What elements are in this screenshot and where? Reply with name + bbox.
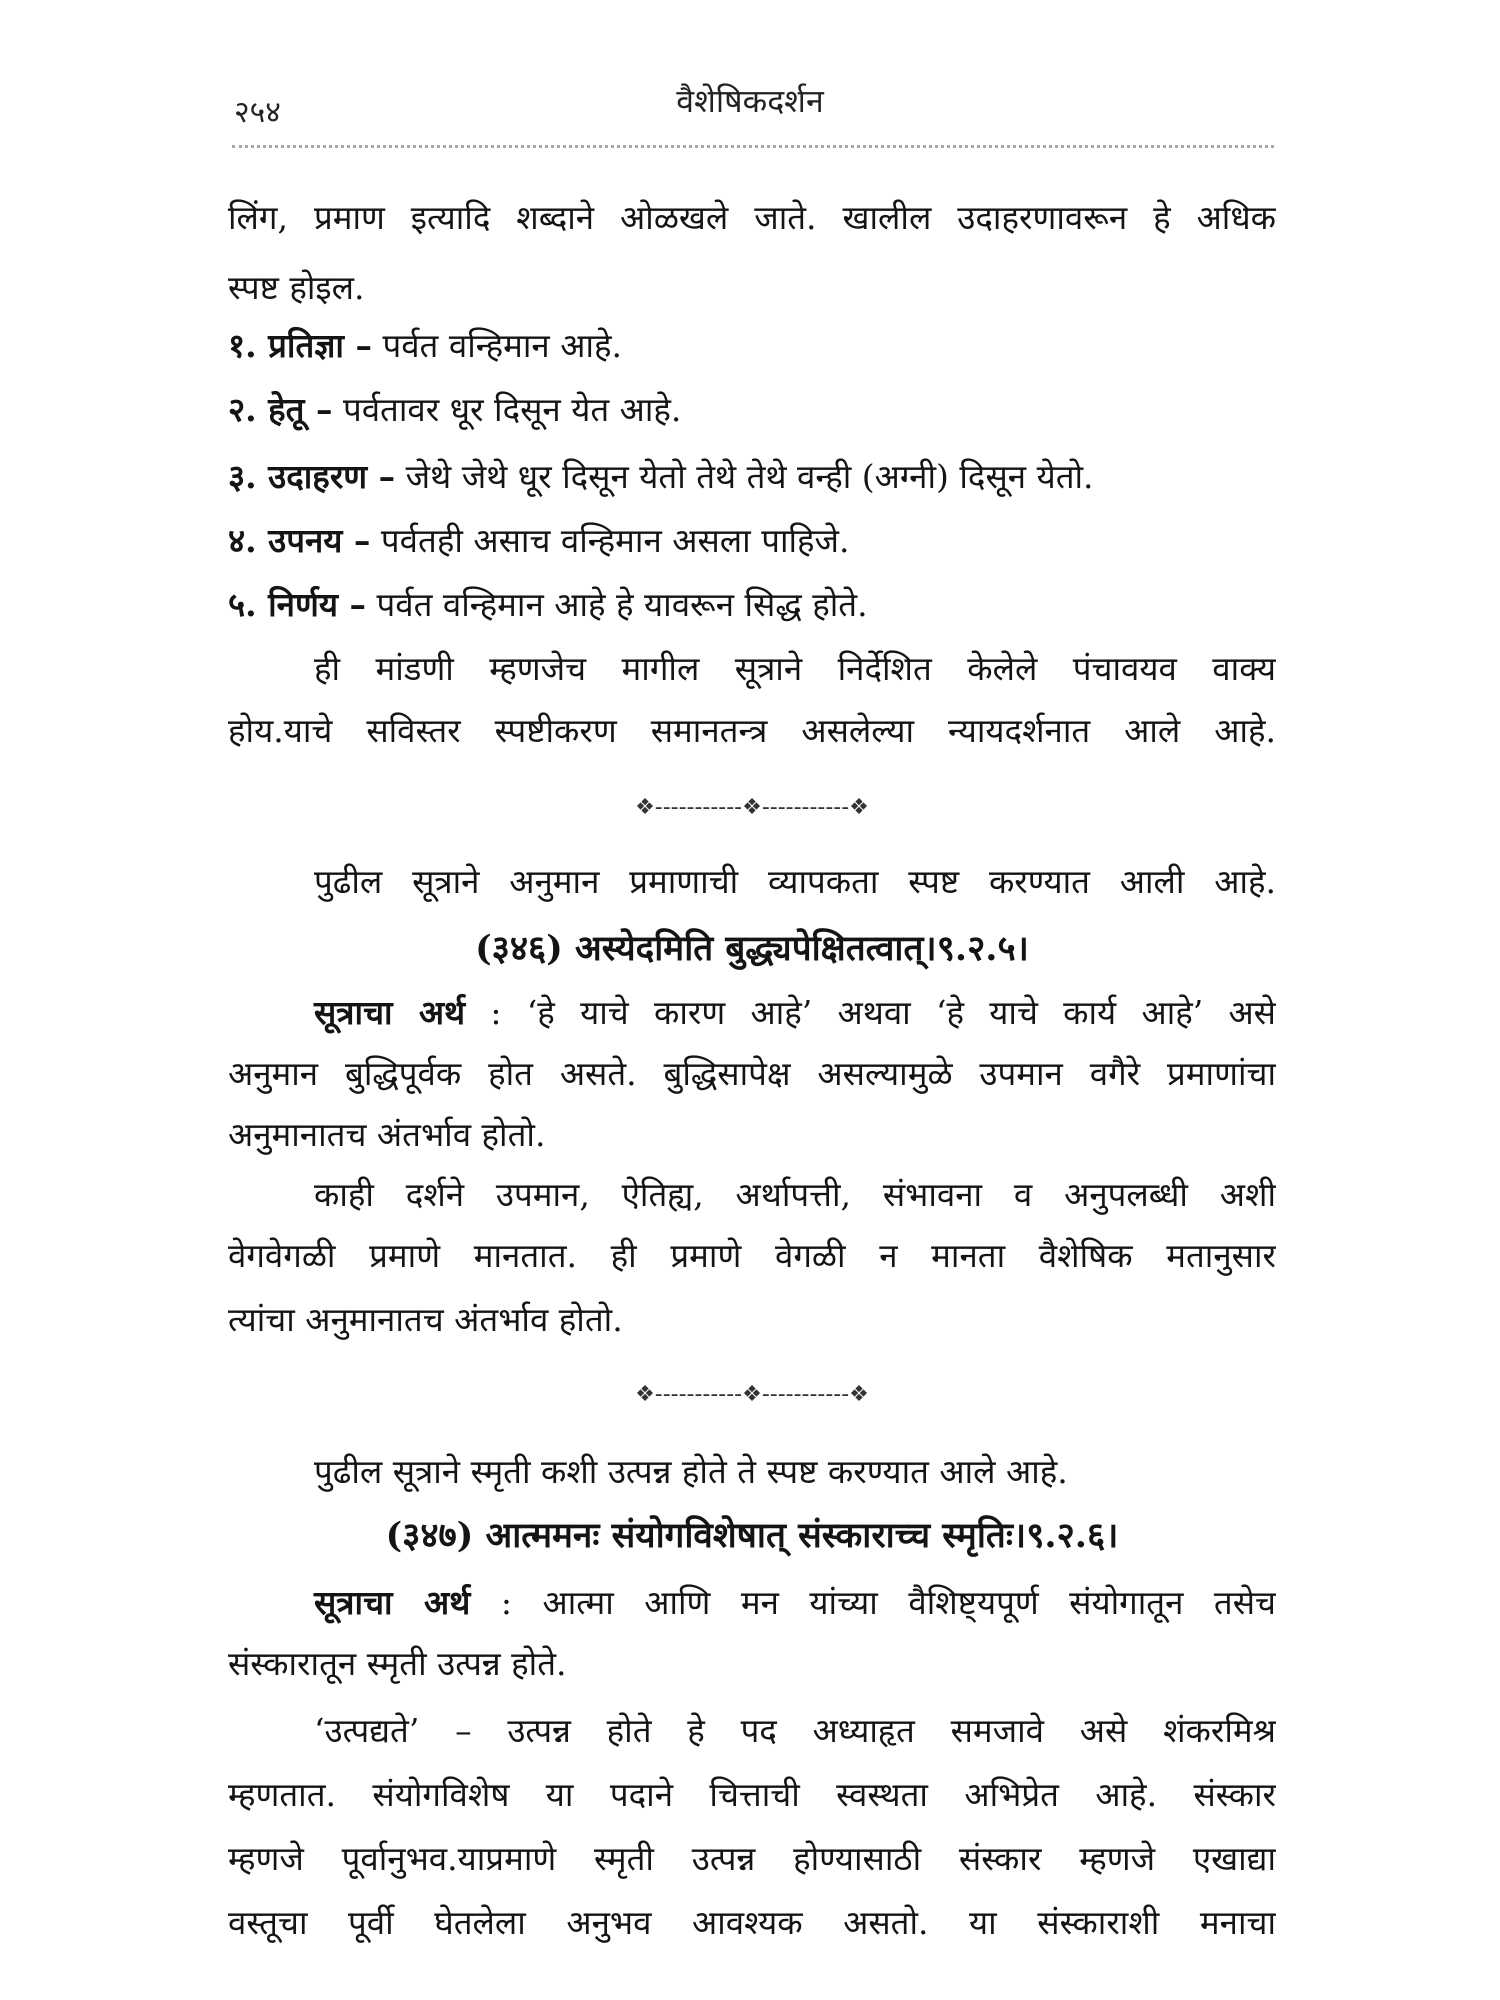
list-item — [228, 378, 1276, 442]
list-item — [228, 445, 1276, 509]
meaning-label: सूत्राचा अर्थ — [314, 993, 466, 1032]
meaning-text: : आत्मा आणि मन यांच्या वैशिष्ट्यपूर्ण संयोगातून तसेच — [500, 1583, 1276, 1622]
sutra-heading: (३४६) अस्येदमिति बुद्ध्यपेक्षितत्वात्।९.२.५। — [475, 928, 1029, 969]
list-item-text: पर्वत वन्हिमान आहे हे यावरून सिद्ध होते. — [376, 585, 868, 624]
section-separator: ❖-----------❖-----------❖ — [635, 795, 869, 820]
commentary-line: त्यांचा अनुमानातच अंतर्भाव होतो. — [228, 1300, 623, 1339]
meaning-line: संस्कारातून स्मृती उत्पन्न होते. — [228, 1644, 567, 1683]
intro-line: स्पष्ट होइल. — [228, 268, 365, 307]
commentary-line: म्हणजे पूर्वानुभव.याप्रमाणे स्मृती उत्पन्न होण्यासाठी संस्कार म्हणजे एखाद्या — [228, 1839, 1276, 1878]
summary-line: ही मांडणी म्हणजेच मागील सूत्राने निर्देशित केलेले पंचावयव वाक्य — [314, 649, 1276, 688]
meaning-line: अनुमान बुद्धिपूर्वक होत असते. बुद्धिसापेक्ष असल्यामुळे उपमान वगैरे प्रमाणांचा — [228, 1054, 1276, 1093]
meaning-line — [228, 1571, 1276, 1635]
sutra-heading: (३४७) आत्ममनः संयोगविशेषात् संस्काराच्च स्मृतिः।९.२.६। — [385, 1515, 1119, 1556]
commentary-line: काही दर्शने उपमान, ऐतिह्य, अर्थापत्ती, संभावना व अनुपलब्धी अशी — [314, 1175, 1276, 1214]
list-item — [228, 573, 1276, 637]
commentary-line: म्हणतात. संयोगविशेष या पदाने चित्ताची स्वस्थता अभिप्रेत आहे. संस्कार — [228, 1775, 1276, 1814]
section-intro: पुढील सूत्राने स्मृती कशी उत्पन्न होते ते स्पष्ट करण्यात आले आहे. — [314, 1452, 1068, 1491]
list-item-label: ३. उदाहरण – — [228, 457, 396, 496]
running-title: वैशेषिकदर्शन — [676, 82, 824, 120]
list-item-text: जेथे जेथे धूर दिसून येतो तेथे तेथे वन्ही (अग्नी) दिसून येतो. — [405, 457, 1094, 496]
meaning-text: : ‘हे याचे कारण आहे’ अथवा ‘हे याचे कार्य आहे’ असे — [490, 993, 1276, 1032]
section-intro: पुढील सूत्राने अनुमान प्रमाणाची व्यापकता स्पष्ट करण्यात आली आहे. — [314, 862, 1276, 901]
list-item-label: २. हेतू – — [228, 390, 333, 429]
commentary-line: वस्तूचा पूर्वी घेतलेला अनुभव आवश्यक असतो. या संस्काराशी मनाचा — [228, 1903, 1276, 1942]
list-item-label: १. प्रतिज्ञा – — [228, 326, 372, 365]
list-item-text: पर्वतावर धूर दिसून येत आहे. — [342, 390, 682, 429]
commentary-line: वेगवेगळी प्रमाणे मानतात. ही प्रमाणे वेगळी न मानता वैशेषिक मतानुसार — [228, 1236, 1276, 1275]
page-number: २५४ — [234, 95, 281, 130]
list-item — [228, 314, 1276, 378]
list-item-text: पर्वत वन्हिमान आहे. — [382, 326, 622, 365]
meaning-label: सूत्राचा अर्थ — [314, 1583, 471, 1622]
header-rule — [232, 145, 1274, 148]
commentary-line: ‘उत्पद्यते’ – उत्पन्न होते हे पद अध्याहृत समजावे असे शंकरमिश्र — [314, 1711, 1276, 1750]
list-item — [228, 509, 1276, 573]
summary-line: होय.याचे सविस्तर स्पष्टीकरण समानतन्त्र असलेल्या न्यायदर्शनात आले आहे. — [228, 711, 1276, 750]
list-item-text: पर्वतही असाच वन्हिमान असला पाहिजे. — [380, 521, 850, 560]
meaning-line — [228, 981, 1276, 1045]
section-separator: ❖-----------❖-----------❖ — [635, 1382, 869, 1407]
meaning-line: अनुमानातच अंतर्भाव होतो. — [228, 1115, 546, 1154]
intro-line: लिंग, प्रमाण इत्यादि शब्दाने ओळखले जाते. खालील उदाहरणावरून हे अधिक — [228, 198, 1276, 237]
list-item-label: ४. उपनय – — [228, 521, 371, 560]
list-item-label: ५. निर्णय – — [228, 585, 366, 624]
